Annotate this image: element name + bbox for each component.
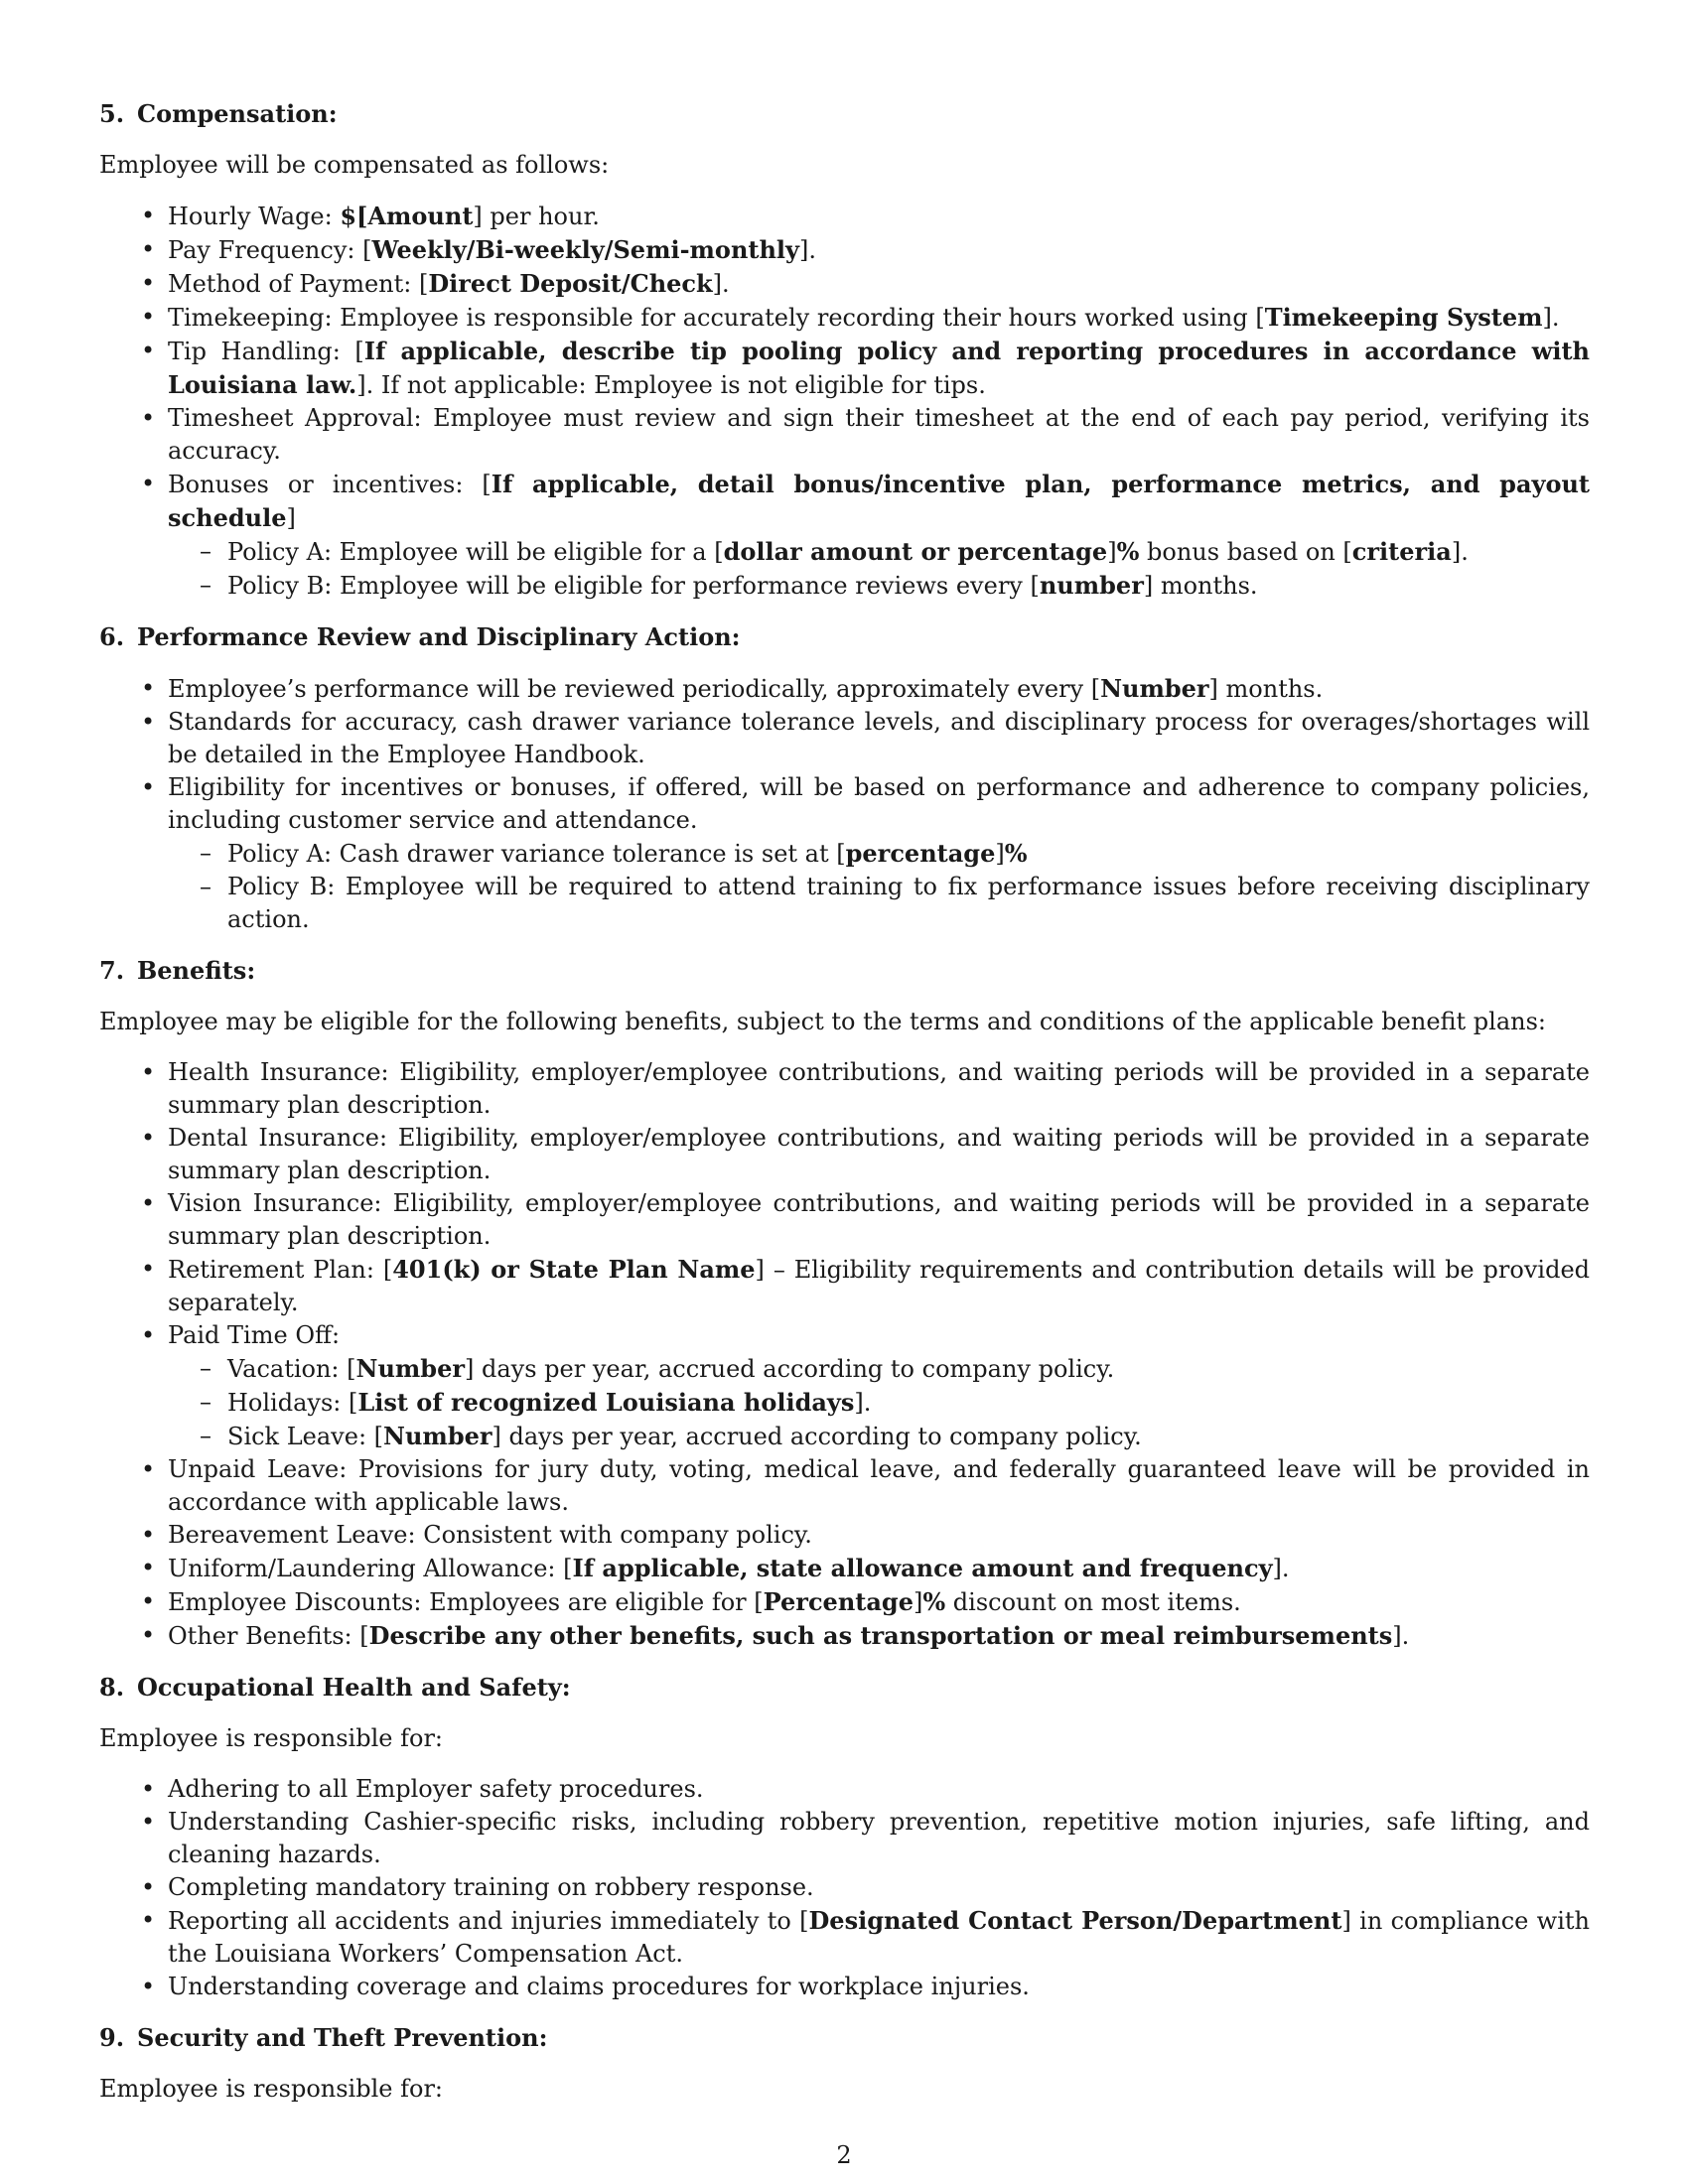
document-page <box>99 97 1590 2123</box>
list-item-cashier-risks: • Understanding Cashier-specific risks, including robbery prevention, repetitive motion injuries, safe lifting, and cleaning hazards. <box>99 1806 1590 1871</box>
list-item-unpaid-leave: • Unpaid Leave: Provisions for jury duty, voting, medical leave, and federally guaranteed leave will be provided in accordance with applicable laws. <box>99 1453 1590 1519</box>
section-6-heading: 6. Performance Review and Disciplinary Action: <box>99 622 741 651</box>
list-item-uniform-allowance: • Uniform/Laundering Allowance: [If applicable, state allowance amount and frequency]. <box>99 1552 1590 1585</box>
list-item-hourly-wage: • Hourly Wage: $[Amount] per hour. <box>99 200 1590 233</box>
sublist-item-holidays: – Holidays: [List of recognized Louisiana holidays]. <box>168 1386 1590 1420</box>
list-item-employee-discounts: • Employee Discounts: Employees are eligible for [Percentage]% discount on most items. <box>99 1585 1590 1619</box>
sublist-item-sick-leave: – Sick Leave: [Number] days per year, accrued according to company policy. <box>168 1420 1590 1453</box>
section-5-intro: Employee will be compensated as follows: <box>99 151 610 179</box>
list-item-timesheet-approval: • Timesheet Approval: Employee must review and sign their timesheet at the end of each pay period, verifying its accuracy. <box>99 402 1590 468</box>
section-7-list <box>99 1056 1590 1653</box>
list-item-pay-frequency: • Pay Frequency: [Weekly/Bi-weekly/Semi-monthly]. <box>99 233 1590 267</box>
bonuses-sublist <box>168 535 1590 603</box>
list-item-tip-handling: • Tip Handling: [If applicable, describe tip pooling policy and reporting procedures in accordance with Louisiana law.]. If not applicable: Employee is not eligible for tips. <box>99 335 1590 402</box>
eligibility-sublist <box>168 837 1590 936</box>
list-item-bereavement-leave: • Bereavement Leave: Consistent with company policy. <box>99 1519 1590 1552</box>
list-item-payment-method: • Method of Payment: [Direct Deposit/Check]. <box>99 267 1590 301</box>
list-item-health-insurance: • Health Insurance: Eligibility, employer/employee contributions, and waiting periods will be provided in a separate summary plan description. <box>99 1056 1590 1122</box>
sublist-item-policy-b: – Policy B: Employee will be eligible for performance reviews every [number] months. <box>168 569 1590 603</box>
sublist-item-policy-a: – Policy A: Cash drawer variance tolerance is set at [percentage]% <box>168 837 1590 871</box>
section-7-intro: Employee may be eligible for the following benefits, subject to the terms and conditions of the applicable benefit plans: <box>99 1008 1547 1035</box>
pto-sublist <box>168 1352 1590 1453</box>
list-item-safety-procedures: • Adhering to all Employer safety procedures. <box>99 1773 1590 1806</box>
sublist-item-vacation: – Vacation: [Number] days per year, accrued according to company policy. <box>168 1352 1590 1386</box>
list-item-eligibility: • Eligibility for incentives or bonuses, if offered, will be based on performance and adherence to company policies, including customer service and attendance. – Policy A: Cash drawer variance tolerance is set at [percentage]% – Policy B: Employee will be required to attend training to fix performance issues before receiving disciplinary action. <box>99 771 1590 936</box>
list-item-performance-review: • Employee’s performance will be reviewed periodically, approximately every [Number] months. <box>99 672 1590 706</box>
list-item-coverage-claims: • Understanding coverage and claims procedures for workplace injuries. <box>99 1971 1590 2003</box>
list-item-retirement-plan: • Retirement Plan: [401(k) or State Plan Name] – Eligibility requirements and contribution details will be provided separately. <box>99 1253 1590 1319</box>
list-item-vision-insurance: • Vision Insurance: Eligibility, employer/employee contributions, and waiting periods will be provided in a separate summary plan description. <box>99 1187 1590 1253</box>
list-item-paid-time-off: • Paid Time Off: – Vacation: [Number] days per year, accrued according to company policy. – Holidays: [List of recognized Louisiana holidays]. – Sick Leave: [Number] days per year, accrued according to company policy. <box>99 1319 1590 1453</box>
section-7-heading: 7. Benefits: <box>99 956 256 985</box>
list-item-standards: • Standards for accuracy, cash drawer variance tolerance levels, and disciplinary process for overages/shortages will be detailed in the Employee Handbook. <box>99 706 1590 771</box>
list-item-timekeeping: • Timekeeping: Employee is responsible for accurately recording their hours worked using [Timekeeping System]. <box>99 301 1590 335</box>
section-9-heading: 9. Security and Theft Prevention: <box>99 2023 548 2052</box>
section-8-intro: Employee is responsible for: <box>99 1724 443 1752</box>
section-6-list <box>99 672 1590 936</box>
section-8-list <box>99 1773 1590 2003</box>
sublist-item-policy-a: – Policy A: Employee will be eligible for a [dollar amount or percentage]% bonus based on [criteria]. <box>168 535 1590 569</box>
section-5-heading: 5. Compensation: <box>99 99 338 128</box>
section-9-intro: Employee is responsible for: <box>99 2075 443 2103</box>
section-5-list <box>99 200 1590 603</box>
sublist-item-policy-b: – Policy B: Employee will be required to attend training to fix performance issues before receiving disciplinary action. <box>168 871 1590 936</box>
section-8-heading: 8. Occupational Health and Safety: <box>99 1673 571 1702</box>
list-item-bonuses: • Bonuses or incentives: [If applicable, detail bonus/incentive plan, performance metrics, and payout schedule] – Policy A: Employee will be eligible for a [dollar amount or percentage]% bonus based on [criteria]. – Policy B: Employee will be eligible for performance reviews every [number] months. <box>99 468 1590 603</box>
list-item-accident-reporting: • Reporting all accidents and injuries immediately to [Designated Contact Person/Department] in compliance with the Louisiana Workers’ Compensation Act. <box>99 1904 1590 1971</box>
list-item-dental-insurance: • Dental Insurance: Eligibility, employer/employee contributions, and waiting periods will be provided in a separate summary plan description. <box>99 1122 1590 1187</box>
list-item-other-benefits: • Other Benefits: [Describe any other benefits, such as transportation or meal reimbursements]. <box>99 1619 1590 1653</box>
list-item-mandatory-training: • Completing mandatory training on robbery response. <box>99 1871 1590 1904</box>
page-number: 2 <box>836 2141 852 2169</box>
